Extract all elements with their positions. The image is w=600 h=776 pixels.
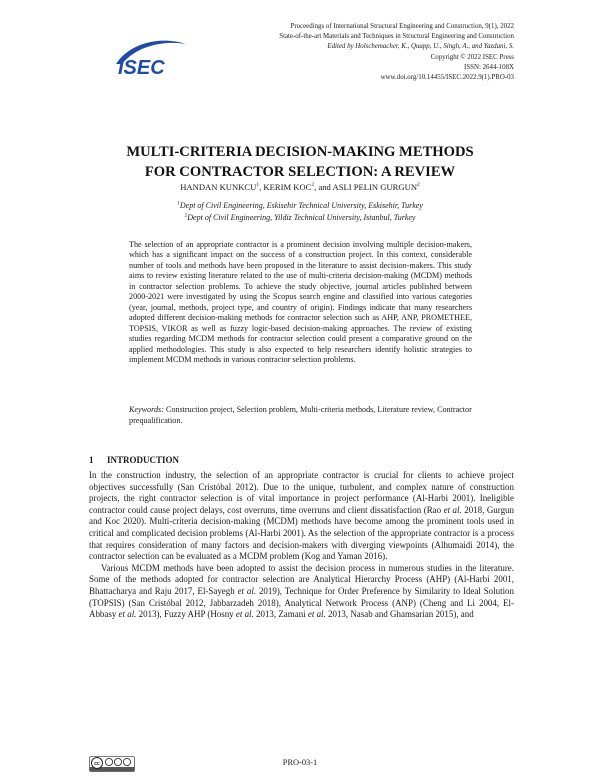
section-heading	[89, 454, 179, 466]
section-number: 1	[89, 455, 94, 465]
abstract: The selection of an appropriate contractor is a prominent decision involving multiple decision-makers, which has a significant impact on the success of a construction project. In this context, considerable number of tools and methods have been proposed in the literature to assist decision-makers. This study aims to review existing literature related to the use of multi-criteria decision-making (MCDM) methods in contractor selection problems. To achieve the study objective, journal articles published between 2000-2021 were investigated by using the Scopus search engine and classified into various categories (year, journal, methods, project type, and country of origin). Findings indicate that many researchers adopted different decision-making methods for contractor selection such as AHP, ANP, PROMETHEE, TOPSIS, VIKOR as well as fuzzy logic-based decision-making approaches. The review of existing studies regarding MCDM methods for contractor selection could present a comparative ground on the applied methodologies. This study is also expected to help researchers identify holistic strategies to implement MCDM methods in various contractor selection problems.	[129, 240, 472, 364]
author-name: KERIM KOC	[263, 182, 312, 192]
paragraph: Various MCDM methods have been adopted to assist the decision process in numerous studies in the literature. Some of the methods adopted for contractor selection are Analytical Hierarchy Process (AHP) (Al-Harbi 2001, Bhattacharya and Raju 2017, El-Sayegh et al. 2019), Technique for Order Preference by Similarity to Ideal Solution (TOPSIS) (San Cristóbal 2012, Jabbarzadeh 2018), Analytical Network Process (ANP) (Cheng and Li 2004, El-Abbasy et al. 2013), Fuzzy AHP (Hosny et al. 2013, Zamani et al. 2013, Nasab and Ghamsarian 2015), and	[89, 562, 514, 620]
header-line: Edited by Holschemacher, K., Quapp, U., Singh, A., and Yazdani, S.	[327, 43, 514, 51]
paper-title	[60, 142, 540, 182]
body-text	[89, 470, 514, 621]
header-line: www.doi.org/10.14455/ISEC.2022.9(1).PRO-03	[380, 74, 514, 82]
author-name: HANDAN KUNKCU	[180, 182, 257, 192]
affiliation-line: $^1$Dept of Civil Engineering, Eskisehir Technical University, Eskisehir, Turkey	[177, 200, 423, 210]
svg-text:cc: cc	[94, 761, 100, 767]
author-name: and ASLI PELIN GURGUN	[318, 182, 418, 192]
header-line: ISSN: 2644-108X	[464, 63, 514, 71]
author-list: HANDAN KUNKCU$^1$, KERIM KOC$^2$, and ASLI PELIN GURGUN$^2$	[180, 182, 420, 192]
header-line: State-of-the-art Materials and Techniques in Structural Engineering and Construction	[279, 33, 514, 41]
page-number: PRO-03-1	[282, 758, 318, 767]
keywords-label: Keywords:	[129, 405, 164, 414]
affiliations	[60, 200, 540, 223]
isec-logo	[112, 34, 190, 78]
affiliation-marker: 2	[311, 182, 315, 189]
proceedings-header	[279, 22, 514, 83]
keywords-text: Construction project, Selection problem, Multi-criteria methods, Literature review, Contractor prequalification.	[129, 405, 472, 425]
paragraph: In the construction industry, the selection of an appropriate contractor is crucial for clients to achieve project objectives successfully (San Cristóbal 2012). Due to the unique, turbulent, and complex nature of construction projects, the right contractor selection is of vital importance in project performance (Al-Harbi 2001). Ineligible contractor could cause project delays, cost overruns, time overruns and client dissatisfaction (Rao et al. 2018, Gurgun and Koc 2020). Multi-criteria decision-making (MCDM) methods have become among the prominent tools used in critical and complicated decision problems (Al-Harbi 2001). As the selection of the appropriate contractor is a process that requires consideration of many factors and decision-makers with diverging viewpoints (Alhumaidi 2014), the contractor selection can be evaluated as a MCDM problem (Kog and Yaman 2016).	[89, 470, 514, 562]
keywords	[129, 405, 472, 426]
logo-text: ISEC	[118, 57, 165, 78]
header-line: Proceedings of International Structural Engineering and Construction, 9(1), 2022	[290, 23, 514, 30]
title-line: MULTI-CRITERIA DECISION-MAKING METHODS	[126, 144, 474, 160]
section-title: INTRODUCTION	[107, 455, 180, 465]
affiliation-marker: 1	[256, 182, 260, 189]
affiliation-line: $^2$Dept of Civil Engineering, Yildiz Technical University, Istanbul, Turkey	[184, 211, 416, 222]
header-line: Copyright © 2022 ISEC Press	[430, 53, 514, 61]
title-line: FOR CONTRACTOR SELECTION: A REVIEW	[144, 164, 456, 180]
affiliation-marker: 2	[417, 182, 420, 189]
